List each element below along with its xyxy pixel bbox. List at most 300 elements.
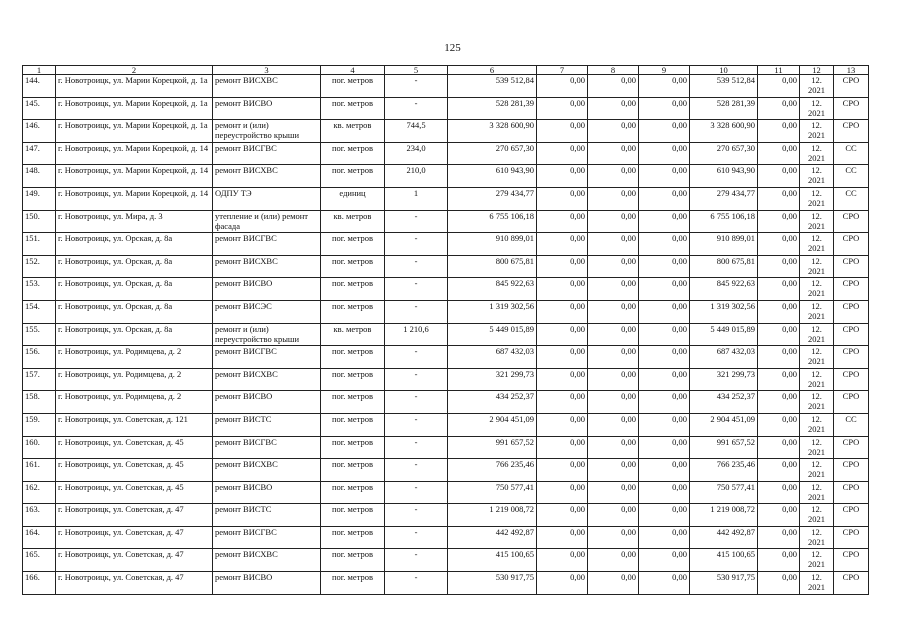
row-number-cell: 148. [23, 165, 56, 188]
work-type-cell: ремонт ВИСВО [213, 97, 321, 120]
unit-cell: кв. метров [321, 323, 385, 346]
row-number-cell: 161. [23, 459, 56, 482]
fund-cell: 0,00 [537, 142, 588, 165]
method-cell: СС [834, 165, 869, 188]
quantity-cell: 234,0 [385, 142, 448, 165]
budget-cell: 0,00 [588, 346, 639, 369]
budget-cell: 0,00 [588, 413, 639, 436]
quantity-cell: - [385, 210, 448, 233]
method-cell: СРО [834, 120, 869, 143]
deadline-cell: 12. 2021 [800, 391, 834, 414]
budget-cell: 0,00 [588, 300, 639, 323]
unit-cell: пог. метров [321, 368, 385, 391]
owner-funds-cell: 321 299,73 [690, 368, 758, 391]
quantity-cell: - [385, 278, 448, 301]
address-cell: г. Новотроицк, ул. Орская, д. 8а [56, 278, 213, 301]
row-number-cell: 160. [23, 436, 56, 459]
budget-cell: 0,00 [588, 391, 639, 414]
deadline-cell: 12. 2021 [800, 120, 834, 143]
fund-cell: 0,00 [537, 187, 588, 210]
quantity-cell: - [385, 572, 448, 595]
work-type-cell: ремонт ВИСХВС [213, 368, 321, 391]
address-cell: г. Новотроицк, ул. Родимцева, д. 2 [56, 391, 213, 414]
other-cell: 0,00 [758, 187, 800, 210]
owner-funds-cell: 1 219 008,72 [690, 504, 758, 527]
address-cell: г. Новотроицк, ул. Марии Корецкой, д. 1а [56, 97, 213, 120]
column-header: 6 [448, 66, 537, 75]
fund-cell: 0,00 [537, 481, 588, 504]
other-cell: 0,00 [758, 346, 800, 369]
deadline-cell: 12. 2021 [800, 278, 834, 301]
owner-funds-cell: 610 943,90 [690, 165, 758, 188]
other-cell: 0,00 [758, 210, 800, 233]
method-cell: СРО [834, 346, 869, 369]
address-cell: г. Новотроицк, ул. Советская, д. 45 [56, 436, 213, 459]
column-header: 8 [588, 66, 639, 75]
local-budget-cell: 0,00 [639, 165, 690, 188]
deadline-cell: 12. 2021 [800, 549, 834, 572]
address-cell: г. Новотроицк, ул. Советская, д. 47 [56, 504, 213, 527]
deadline-cell: 12. 2021 [800, 210, 834, 233]
budget-cell: 0,00 [588, 233, 639, 256]
other-cell: 0,00 [758, 481, 800, 504]
work-type-cell: ремонт ВИСХВС [213, 75, 321, 98]
total-cost-cell: 415 100,65 [448, 549, 537, 572]
address-cell: г. Новотроицк, ул. Родимцева, д. 2 [56, 368, 213, 391]
budget-cell: 0,00 [588, 436, 639, 459]
row-number-cell: 149. [23, 187, 56, 210]
table-row [23, 142, 869, 165]
budget-cell: 0,00 [588, 210, 639, 233]
table-row [23, 120, 869, 143]
row-number-cell: 166. [23, 572, 56, 595]
deadline-cell: 12. 2021 [800, 323, 834, 346]
work-type-cell: ремонт и (или) переустройство крыши [213, 120, 321, 143]
row-number-cell: 158. [23, 391, 56, 414]
owner-funds-cell: 539 512,84 [690, 75, 758, 98]
other-cell: 0,00 [758, 165, 800, 188]
local-budget-cell: 0,00 [639, 549, 690, 572]
address-cell: г. Новотроицк, ул. Марии Корецкой, д. 14 [56, 142, 213, 165]
local-budget-cell: 0,00 [639, 572, 690, 595]
work-type-cell: ремонт ВИСХВС [213, 255, 321, 278]
column-header: 5 [385, 66, 448, 75]
method-cell: СРО [834, 504, 869, 527]
fund-cell: 0,00 [537, 391, 588, 414]
total-cost-cell: 750 577,41 [448, 481, 537, 504]
work-type-cell: ремонт ВИСТС [213, 504, 321, 527]
total-cost-cell: 442 492,87 [448, 526, 537, 549]
unit-cell: пог. метров [321, 346, 385, 369]
budget-cell: 0,00 [588, 481, 639, 504]
local-budget-cell: 0,00 [639, 97, 690, 120]
unit-cell: пог. метров [321, 165, 385, 188]
row-number-cell: 154. [23, 300, 56, 323]
deadline-cell: 12. 2021 [800, 233, 834, 256]
total-cost-cell: 530 917,75 [448, 572, 537, 595]
total-cost-cell: 2 904 451,09 [448, 413, 537, 436]
fund-cell: 0,00 [537, 323, 588, 346]
method-cell: СРО [834, 233, 869, 256]
work-type-cell: ремонт ВИСЭС [213, 300, 321, 323]
deadline-cell: 12. 2021 [800, 165, 834, 188]
fund-cell: 0,00 [537, 255, 588, 278]
quantity-cell: - [385, 233, 448, 256]
unit-cell: пог. метров [321, 481, 385, 504]
row-number-cell: 144. [23, 75, 56, 98]
address-cell: г. Новотроицк, ул. Советская, д. 47 [56, 526, 213, 549]
other-cell: 0,00 [758, 75, 800, 98]
deadline-cell: 12. 2021 [800, 572, 834, 595]
local-budget-cell: 0,00 [639, 346, 690, 369]
owner-funds-cell: 528 281,39 [690, 97, 758, 120]
total-cost-cell: 528 281,39 [448, 97, 537, 120]
local-budget-cell: 0,00 [639, 323, 690, 346]
budget-cell: 0,00 [588, 278, 639, 301]
column-header: 7 [537, 66, 588, 75]
owner-funds-cell: 991 657,52 [690, 436, 758, 459]
table-row [23, 368, 869, 391]
other-cell: 0,00 [758, 97, 800, 120]
row-number-cell: 151. [23, 233, 56, 256]
work-type-cell: ремонт ВИСХВС [213, 459, 321, 482]
local-budget-cell: 0,00 [639, 459, 690, 482]
column-header: 2 [56, 66, 213, 75]
unit-cell: пог. метров [321, 278, 385, 301]
work-type-cell: ОДПУ ТЭ [213, 187, 321, 210]
registry-table [22, 65, 869, 595]
total-cost-cell: 3 328 600,90 [448, 120, 537, 143]
other-cell: 0,00 [758, 368, 800, 391]
table-row [23, 75, 869, 98]
method-cell: СРО [834, 210, 869, 233]
total-cost-cell: 434 252,37 [448, 391, 537, 414]
total-cost-cell: 991 657,52 [448, 436, 537, 459]
address-cell: г. Новотроицк, ул. Марии Корецкой, д. 1а [56, 120, 213, 143]
table-row [23, 300, 869, 323]
other-cell: 0,00 [758, 413, 800, 436]
local-budget-cell: 0,00 [639, 481, 690, 504]
page-number: 125 [444, 42, 461, 54]
deadline-cell: 12. 2021 [800, 413, 834, 436]
column-header: 9 [639, 66, 690, 75]
owner-funds-cell: 687 432,03 [690, 346, 758, 369]
local-budget-cell: 0,00 [639, 142, 690, 165]
local-budget-cell: 0,00 [639, 210, 690, 233]
address-cell: г. Новотроицк, ул. Советская, д. 45 [56, 481, 213, 504]
work-type-cell: утепление и (или) ремонт фасада [213, 210, 321, 233]
unit-cell: пог. метров [321, 413, 385, 436]
deadline-cell: 12. 2021 [800, 436, 834, 459]
address-cell: г. Новотроицк, ул. Орская, д. 8а [56, 300, 213, 323]
owner-funds-cell: 1 319 302,56 [690, 300, 758, 323]
method-cell: СРО [834, 75, 869, 98]
local-budget-cell: 0,00 [639, 504, 690, 527]
owner-funds-cell: 800 675,81 [690, 255, 758, 278]
budget-cell: 0,00 [588, 368, 639, 391]
row-number-cell: 162. [23, 481, 56, 504]
unit-cell: кв. метров [321, 210, 385, 233]
owner-funds-cell: 910 899,01 [690, 233, 758, 256]
owner-funds-cell: 530 917,75 [690, 572, 758, 595]
row-number-cell: 165. [23, 549, 56, 572]
method-cell: СРО [834, 97, 869, 120]
other-cell: 0,00 [758, 504, 800, 527]
local-budget-cell: 0,00 [639, 368, 690, 391]
row-number-cell: 146. [23, 120, 56, 143]
total-cost-cell: 321 299,73 [448, 368, 537, 391]
budget-cell: 0,00 [588, 549, 639, 572]
table-row [23, 346, 869, 369]
method-cell: СС [834, 187, 869, 210]
column-header: 10 [690, 66, 758, 75]
table-row [23, 391, 869, 414]
quantity-cell: - [385, 459, 448, 482]
quantity-cell: - [385, 504, 448, 527]
fund-cell: 0,00 [537, 526, 588, 549]
work-type-cell: ремонт ВИСГВС [213, 436, 321, 459]
address-cell: г. Новотроицк, ул. Советская, д. 47 [56, 549, 213, 572]
unit-cell: пог. метров [321, 233, 385, 256]
address-cell: г. Новотроицк, ул. Марии Корецкой, д. 14 [56, 165, 213, 188]
method-cell: СРО [834, 436, 869, 459]
total-cost-cell: 539 512,84 [448, 75, 537, 98]
column-header: 11 [758, 66, 800, 75]
deadline-cell: 12. 2021 [800, 526, 834, 549]
budget-cell: 0,00 [588, 142, 639, 165]
work-type-cell: ремонт ВИСХВС [213, 165, 321, 188]
row-number-cell: 156. [23, 346, 56, 369]
budget-cell: 0,00 [588, 187, 639, 210]
deadline-cell: 12. 2021 [800, 97, 834, 120]
other-cell: 0,00 [758, 436, 800, 459]
quantity-cell: - [385, 75, 448, 98]
budget-cell: 0,00 [588, 165, 639, 188]
total-cost-cell: 687 432,03 [448, 346, 537, 369]
quantity-cell: - [385, 481, 448, 504]
unit-cell: пог. метров [321, 97, 385, 120]
other-cell: 0,00 [758, 323, 800, 346]
quantity-cell: 1 210,6 [385, 323, 448, 346]
quantity-cell: - [385, 300, 448, 323]
table-row [23, 210, 869, 233]
local-budget-cell: 0,00 [639, 526, 690, 549]
owner-funds-cell: 270 657,30 [690, 142, 758, 165]
fund-cell: 0,00 [537, 459, 588, 482]
unit-cell: пог. метров [321, 142, 385, 165]
owner-funds-cell: 750 577,41 [690, 481, 758, 504]
method-cell: СС [834, 142, 869, 165]
fund-cell: 0,00 [537, 278, 588, 301]
owner-funds-cell: 845 922,63 [690, 278, 758, 301]
quantity-cell: - [385, 413, 448, 436]
work-type-cell: ремонт ВИСГВС [213, 142, 321, 165]
deadline-cell: 12. 2021 [800, 346, 834, 369]
row-number-cell: 150. [23, 210, 56, 233]
table-row [23, 459, 869, 482]
unit-cell: кв. метров [321, 120, 385, 143]
local-budget-cell: 0,00 [639, 187, 690, 210]
owner-funds-cell: 6 755 106,18 [690, 210, 758, 233]
unit-cell: пог. метров [321, 75, 385, 98]
deadline-cell: 12. 2021 [800, 142, 834, 165]
table-row [23, 233, 869, 256]
unit-cell: пог. метров [321, 504, 385, 527]
total-cost-cell: 1 319 302,56 [448, 300, 537, 323]
total-cost-cell: 279 434,77 [448, 187, 537, 210]
method-cell: СРО [834, 255, 869, 278]
work-type-cell: ремонт ВИСХВС [213, 549, 321, 572]
unit-cell: пог. метров [321, 549, 385, 572]
row-number-cell: 159. [23, 413, 56, 436]
budget-cell: 0,00 [588, 255, 639, 278]
local-budget-cell: 0,00 [639, 278, 690, 301]
fund-cell: 0,00 [537, 165, 588, 188]
table-row [23, 413, 869, 436]
other-cell: 0,00 [758, 120, 800, 143]
other-cell: 0,00 [758, 233, 800, 256]
fund-cell: 0,00 [537, 368, 588, 391]
column-header: 13 [834, 66, 869, 75]
owner-funds-cell: 434 252,37 [690, 391, 758, 414]
row-number-cell: 163. [23, 504, 56, 527]
fund-cell: 0,00 [537, 436, 588, 459]
row-number-cell: 155. [23, 323, 56, 346]
local-budget-cell: 0,00 [639, 391, 690, 414]
method-cell: СРО [834, 300, 869, 323]
row-number-cell: 147. [23, 142, 56, 165]
fund-cell: 0,00 [537, 504, 588, 527]
work-type-cell: ремонт ВИСВО [213, 481, 321, 504]
fund-cell: 0,00 [537, 120, 588, 143]
table-row [23, 323, 869, 346]
fund-cell: 0,00 [537, 97, 588, 120]
table-row [23, 255, 869, 278]
deadline-cell: 12. 2021 [800, 75, 834, 98]
address-cell: г. Новотроицк, ул. Марии Корецкой, д. 14 [56, 187, 213, 210]
method-cell: СРО [834, 278, 869, 301]
table-row [23, 504, 869, 527]
other-cell: 0,00 [758, 459, 800, 482]
other-cell: 0,00 [758, 391, 800, 414]
quantity-cell: 1 [385, 187, 448, 210]
address-cell: г. Новотроицк, ул. Советская, д. 121 [56, 413, 213, 436]
table-row [23, 165, 869, 188]
other-cell: 0,00 [758, 142, 800, 165]
work-type-cell: ремонт и (или) переустройство крыши [213, 323, 321, 346]
total-cost-cell: 270 657,30 [448, 142, 537, 165]
table-header-row [23, 66, 869, 75]
row-number-cell: 145. [23, 97, 56, 120]
work-type-cell: ремонт ВИСГВС [213, 526, 321, 549]
unit-cell: пог. метров [321, 572, 385, 595]
table-row [23, 549, 869, 572]
quantity-cell: - [385, 97, 448, 120]
address-cell: г. Новотроицк, ул. Орская, д. 8а [56, 255, 213, 278]
column-header: 12 [800, 66, 834, 75]
table-row [23, 481, 869, 504]
owner-funds-cell: 5 449 015,89 [690, 323, 758, 346]
local-budget-cell: 0,00 [639, 436, 690, 459]
work-type-cell: ремонт ВИСВО [213, 278, 321, 301]
total-cost-cell: 800 675,81 [448, 255, 537, 278]
table-row [23, 436, 869, 459]
table-row [23, 187, 869, 210]
method-cell: СС [834, 413, 869, 436]
quantity-cell: - [385, 526, 448, 549]
table-row [23, 572, 869, 595]
budget-cell: 0,00 [588, 504, 639, 527]
fund-cell: 0,00 [537, 210, 588, 233]
work-type-cell: ремонт ВИСГВС [213, 346, 321, 369]
budget-cell: 0,00 [588, 120, 639, 143]
local-budget-cell: 0,00 [639, 75, 690, 98]
unit-cell: пог. метров [321, 255, 385, 278]
other-cell: 0,00 [758, 278, 800, 301]
work-type-cell: ремонт ВИСТС [213, 413, 321, 436]
work-type-cell: ремонт ВИСВО [213, 572, 321, 595]
total-cost-cell: 910 899,01 [448, 233, 537, 256]
total-cost-cell: 5 449 015,89 [448, 323, 537, 346]
address-cell: г. Новотроицк, ул. Советская, д. 45 [56, 459, 213, 482]
address-cell: г. Новотроицк, ул. Марии Корецкой, д. 1а [56, 75, 213, 98]
total-cost-cell: 845 922,63 [448, 278, 537, 301]
quantity-cell: - [385, 391, 448, 414]
deadline-cell: 12. 2021 [800, 255, 834, 278]
method-cell: СРО [834, 549, 869, 572]
address-cell: г. Новотроицк, ул. Орская, д. 8а [56, 323, 213, 346]
work-type-cell: ремонт ВИСГВС [213, 233, 321, 256]
method-cell: СРО [834, 572, 869, 595]
other-cell: 0,00 [758, 300, 800, 323]
unit-cell: пог. метров [321, 526, 385, 549]
other-cell: 0,00 [758, 572, 800, 595]
total-cost-cell: 1 219 008,72 [448, 504, 537, 527]
other-cell: 0,00 [758, 526, 800, 549]
method-cell: СРО [834, 368, 869, 391]
column-header: 1 [23, 66, 56, 75]
method-cell: СРО [834, 323, 869, 346]
quantity-cell: - [385, 255, 448, 278]
owner-funds-cell: 766 235,46 [690, 459, 758, 482]
deadline-cell: 12. 2021 [800, 300, 834, 323]
quantity-cell: 744,5 [385, 120, 448, 143]
work-type-cell: ремонт ВИСВО [213, 391, 321, 414]
deadline-cell: 12. 2021 [800, 459, 834, 482]
quantity-cell: - [385, 549, 448, 572]
quantity-cell: - [385, 346, 448, 369]
fund-cell: 0,00 [537, 346, 588, 369]
budget-cell: 0,00 [588, 572, 639, 595]
fund-cell: 0,00 [537, 549, 588, 572]
quantity-cell: - [385, 368, 448, 391]
other-cell: 0,00 [758, 549, 800, 572]
address-cell: г. Новотроицк, ул. Советская, д. 47 [56, 572, 213, 595]
local-budget-cell: 0,00 [639, 300, 690, 323]
table-row [23, 526, 869, 549]
fund-cell: 0,00 [537, 300, 588, 323]
method-cell: СРО [834, 481, 869, 504]
method-cell: СРО [834, 391, 869, 414]
deadline-cell: 12. 2021 [800, 504, 834, 527]
deadline-cell: 12. 2021 [800, 481, 834, 504]
address-cell: г. Новотроицк, ул. Орская, д. 8а [56, 233, 213, 256]
budget-cell: 0,00 [588, 323, 639, 346]
method-cell: СРО [834, 459, 869, 482]
local-budget-cell: 0,00 [639, 233, 690, 256]
unit-cell: пог. метров [321, 459, 385, 482]
row-number-cell: 157. [23, 368, 56, 391]
